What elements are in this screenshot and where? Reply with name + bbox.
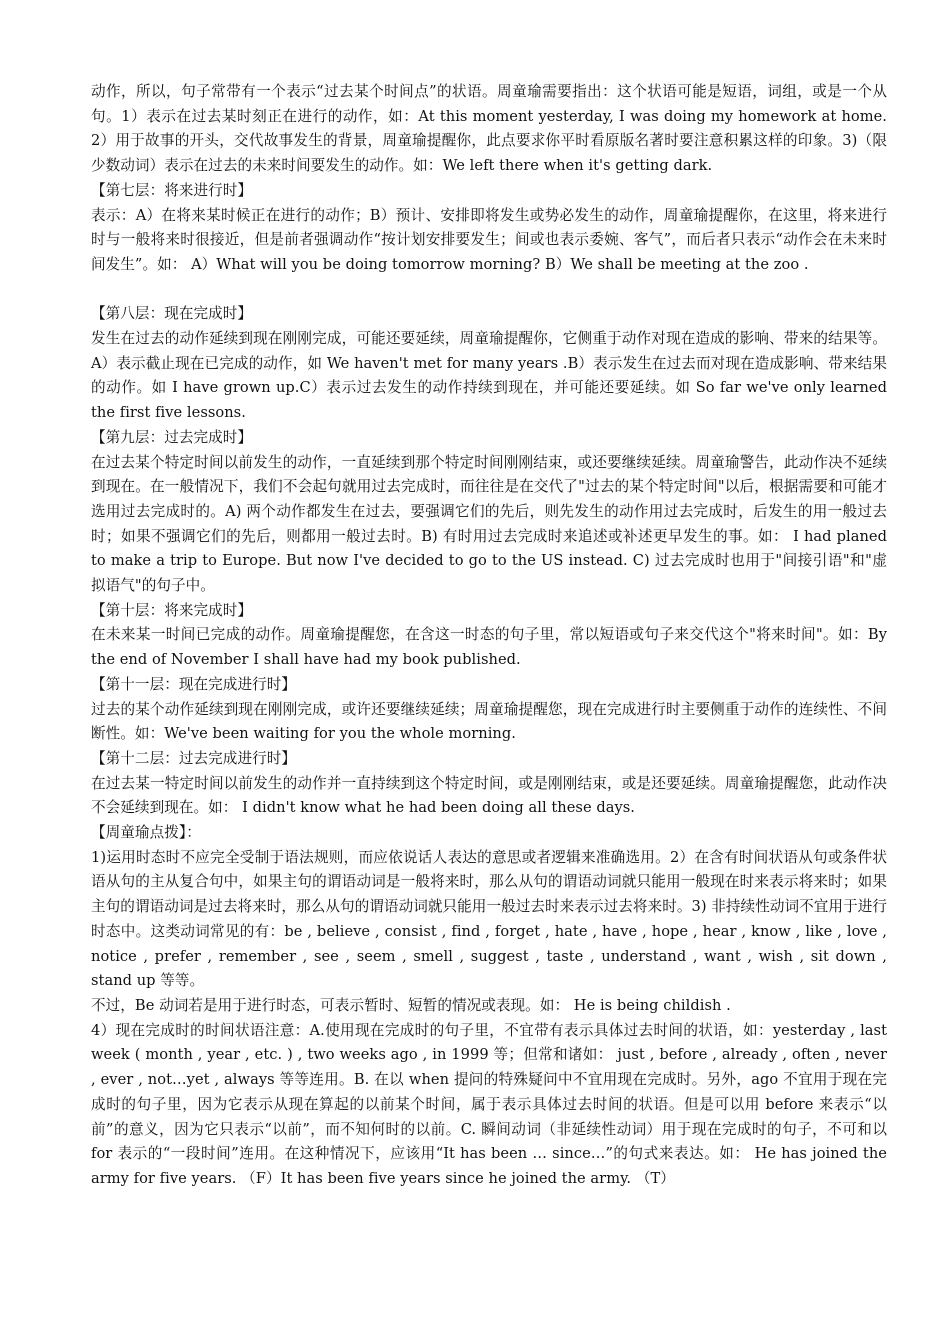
document-page xyxy=(91,80,887,1192)
heading-layer-12-past-perfect-continuous: 【第十二层：过去完成进行时】 xyxy=(91,749,297,767)
paragraph-future-continuous: 表示：A）在将来某时候正在进行的动作；B）预计、安排即将发生或势必发生的动作，周童瑜提醒你，在这里，将来进行时与一般将来时很接近，但是前者强调动作“按计划安排要发生；间或也表示委婉、客气”，而后者只表示“动作会在未来时间发生”。如： A）What will you be doing tomorrow morning? B）We shall be meeting at the zoo . xyxy=(91,206,887,273)
paragraph-past-continuous-uses: 动作，所以，句子常带有一个表示“过去某个时间点”的状语。周童瑜需要指出：这个状语可能是短语，词组，或是一个从句。1）表示在过去某时刻正在进行的动作，如：At this moment yesterday, I was doing my homework at home. 2）用于故事的开头，交代故事发生的背景，周童瑜提醒你，此点要求你平时看原版名著时要注意积累这样的印象。3)（限少数动词）表示在过去的未来时间要发生的动作。如：We left there when it's getting dark. xyxy=(91,83,887,175)
paragraph-be-progressive: 不过，Be 动词若是用于进行时态，可表示暂时、短暂的情况或表现。如： He is being childish . xyxy=(91,997,731,1014)
heading-layer-10-future-perfect: 【第十层：将来完成时】 xyxy=(91,601,253,619)
paragraph-present-perfect-continuous: 过去的某个动作延续到现在刚刚完成，或许还要继续延续；周童瑜提醒您，现在完成进行时主要侧重于动作的连续性、不间断性。如：We've been waiting for you the whole morning. xyxy=(91,700,887,743)
paragraph-tips-1-3: 1)运用时态时不应完全受制于语法规则，而应依说话人表达的意思或者逻辑来准确选用。2）在含有时间状语从句或条件状语从句的主从复合句中，如果主句的谓语动词是一般将来时，那么从句的谓语动词就只能用一般现在时来表示将来时；如果主句的谓语动词是过去将来时，那么从句的谓语动词就只能用一般过去时来表示过去将来时。3) 非持续性动词不宜用于进行时态中。这类动词常见的有：be , believe , consist , find , forget , hate , have , hope , hear , know , like , love , notice , prefer , remember , see , seem , smell , suggest , taste , understand , want , wish , sit down , stand up 等等。 xyxy=(91,848,887,990)
paragraph-past-perfect-continuous: 在过去某一特定时间以前发生的动作并一直持续到这个特定时间，或是刚刚结束，或是还要延续。周童瑜提醒您，此动作决不会延续到现在。如： I didn't know what he had been doing all these days. xyxy=(91,774,887,817)
heading-layer-9-past-perfect: 【第九层：过去完成时】 xyxy=(91,428,253,446)
heading-layer-8-present-perfect: 【第八层：现在完成时】 xyxy=(91,305,253,323)
paragraph-future-perfect: 在未来某一时间已完成的动作。周童瑜提醒您，在含这一时态的句子里，常以短语或句子来交代这个"将来时间"。如：By the end of November I shall have had my book published. xyxy=(91,626,887,669)
heading-layer-7-future-continuous: 【第七层：将来进行时】 xyxy=(91,181,253,199)
blank-line xyxy=(91,278,887,303)
heading-layer-11-present-perfect-continuous: 【第十一层：现在完成进行时】 xyxy=(91,675,297,693)
paragraph-past-perfect: 在过去某个特定时间以前发生的动作，一直延续到那个特定时间刚刚结束，或还要继续延续。周童瑜警告，此动作决不延续到现在。在一般情况下，我们不会起句就用过去完成时，而往往是在交代了"过去的某个特定时间"以后，根据需要和可能才选用过去完成时的。A) 两个动作都发生在过去，要强调它们的先后，则先发生的动作用过去完成时，后发生的用一般过去时；如果不强调它们的先后，则都用一般过去时。B) 有时用过去完成时来追述或补述更早发生的事。如： I had planed to make a trip to Europe. But now I've decided to go to the US instead. C) 过去完成时也用于"间接引语"和"虚拟语气"的句子中。 xyxy=(91,453,887,595)
heading-tips: 【周童瑜点拨】： xyxy=(91,824,201,842)
paragraph-tips-4: 4）现在完成时的时间状语注意：A.使用现在完成时的句子里，不宜带有表示具体过去时间的状语，如：yesterday , last week ( month , year , etc. ) , two weeks ago , in 1999 等；但常和诸如： just , before , already , often , never , ever , not…yet , always 等等连用。B. 在以 when 提问的特殊疑问中不宜用现在完成时。另外，ago 不宜用于现在完成时的句子里，因为它表示从现在算起的以前某个时间，属于表示具体过去时间的状语。但是可以用 before 来表示“以前”的意义，因为它只表示“以前”，而不知何时的以前。C. 瞬间动词（非延续性动词）用于现在完成时的句子，不可和以 for 表示的“一段时间”连用。在这种情况下，应该用“It has been … since…”的句式来表达。如： He has joined the army for five years. （F）It has been five years since he joined the army. （T） xyxy=(91,1021,887,1187)
paragraph-present-perfect: 发生在过去的动作延续到现在刚刚完成，可能还要延续，周童瑜提醒你，它侧重于动作对现在造成的影响、带来的结果等。A）表示截止现在已完成的动作，如 We haven't met for many years .B）表示发生在过去而对现在造成影响、带来结果的动作。如 I have grown up.C）表示过去发生的动作持续到现在，并可能还要延续。如 So far we've only learned the first five lessons. xyxy=(91,330,887,422)
